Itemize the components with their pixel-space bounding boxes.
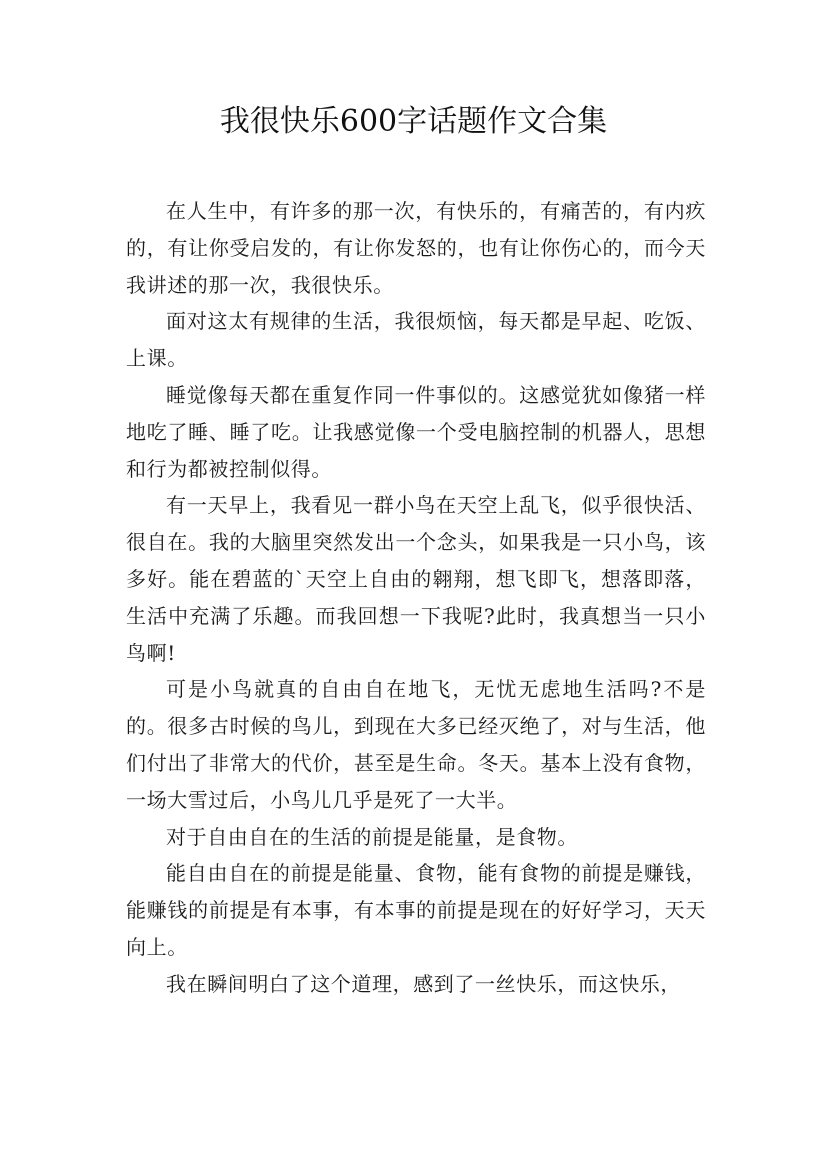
paragraph-7: 能自由自在的前提是能量、食物，能有食物的前提是赚钱，能赚钱的前提是有本事，有本事的前提是现在的好好学习，天天向上。 xyxy=(126,861,706,959)
paragraph-1: 在人生中，有许多的那一次，有快乐的，有痛苦的，有内疚的，有让你受启发的，有让你发怒的，也有让你伤心的，而今天我讲述的那一次，我很快乐。 xyxy=(126,199,706,297)
paragraph-3: 睡觉像每天都在重复作同一件事似的。这感觉犹如像猪一样地吃了睡、睡了吃。让我感觉像一个受电脑控制的机器人，思想和行为都被控制似得。 xyxy=(126,382,706,481)
paragraph-2: 面对这太有规律的生活，我很烦恼，每天都是早起、吃饭、上课。 xyxy=(126,309,706,371)
document-title: 我很快乐600字话题作文合集 xyxy=(219,104,608,139)
paragraph-5: 可是小鸟就真的自由自在地飞，无忧无虑地生活吗?不是的。很多古时候的鸟儿，到现在大多已经灭绝了，对与生活，他们付出了非常大的代价，甚至是生命。冬天。基本上没有食物，一场大雪过后，小鸟儿几乎是死了一大半。 xyxy=(126,677,706,812)
paragraph-4: 有一天早上，我看见一群小鸟在天空上乱飞，似乎很快活、很自在。我的大脑里突然发出一个念头，如果我是一只小鸟，该多好。能在碧蓝的`天空上自由的翱翔，想飞即飞，想落即落，生活中充满了乐趣。而我回想一下我呢?此时，我真想当一只小鸟啊! xyxy=(126,493,706,665)
paragraph-6: 对于自由自在的生活的前提是能量，是食物。 xyxy=(166,824,578,849)
document-body xyxy=(126,193,706,1003)
paragraph-8: 我在瞬间明白了这个道理，感到了一丝快乐，而这快乐， xyxy=(166,971,681,996)
